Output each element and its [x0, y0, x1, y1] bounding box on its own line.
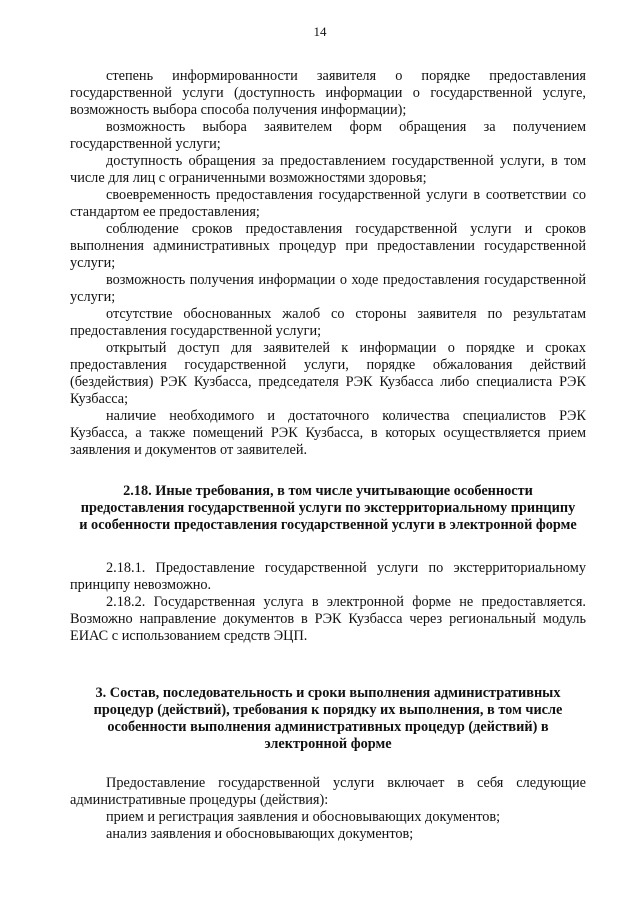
paragraph: возможность получения информации о ходе предоставления государственной услуги;: [70, 272, 586, 305]
paragraph: анализ заявления и обосновывающих документов;: [106, 826, 414, 842]
section-heading-2-18: 2.18. Иные требования, в том числе учитывающие особенности предоставления государственной услуги по экстерриториальному принципу и особенности предоставления государственной услуги в электронной форме: [79, 483, 577, 533]
paragraph: доступность обращения за предоставлением государственной услуги, в том числе для лиц с ограниченными возможностями здоровья;: [70, 153, 586, 186]
section-3-body: [70, 775, 586, 843]
quality-indicators-list: [70, 68, 586, 459]
page-number: 14: [313, 24, 327, 39]
paragraph: своевременность предоставления государственной услуги в соответствии со стандартом ее предоставления;: [70, 187, 586, 220]
paragraph: наличие необходимого и достаточного количества специалистов РЭК Кузбасса, а также помещений РЭК Кузбасса, в которых осуществляется прием заявления и документов от заявителей.: [70, 408, 586, 458]
section-heading-3: 3. Состав, последовательность и сроки выполнения административных процедур (действий), требования к порядку их выполнения, в том числе особенности выполнения административных процедур (действий) в электронной форме: [93, 685, 563, 752]
paragraph: возможность выбора заявителем форм обращения за получением государственной услуги;: [70, 119, 586, 152]
paragraph: открытый доступ для заявителей к информации о порядке и сроках предоставления государственной услуги, порядке обжалования действий (бездействия) РЭК Кузбасса, председателя РЭК Кузбасса либо специалиста РЭК Кузбасса;: [70, 340, 586, 407]
section-2-18-body: [70, 560, 586, 645]
paragraph: соблюдение сроков предоставления государственной услуги и сроков выполнения административных процедур при предоставлении государственной услуги;: [70, 221, 586, 271]
paragraph: прием и регистрация заявления и обосновывающих документов;: [106, 809, 501, 825]
paragraph: Предоставление государственной услуги включает в себя следующие административные процедуры (действия):: [70, 775, 586, 808]
document-body: [70, 68, 586, 843]
paragraph: отсутствие обоснованных жалоб со стороны заявителя по результатам предоставления государственной услуги;: [70, 306, 586, 339]
paragraph: степень информированности заявителя о порядке предоставления государственной услуги (доступность информации о государственной услуге, возможность выбора способа получения информации);: [70, 68, 586, 118]
paragraph: 2.18.2. Государственная услуга в электронной форме не предоставляется. Возможно направление документов в РЭК Кузбасса через региональный модуль ЕИАС с использованием средств ЭЦП.: [70, 594, 586, 644]
paragraph: 2.18.1. Предоставление государственной услуги по экстерриториальному принципу невозможно.: [70, 560, 586, 593]
